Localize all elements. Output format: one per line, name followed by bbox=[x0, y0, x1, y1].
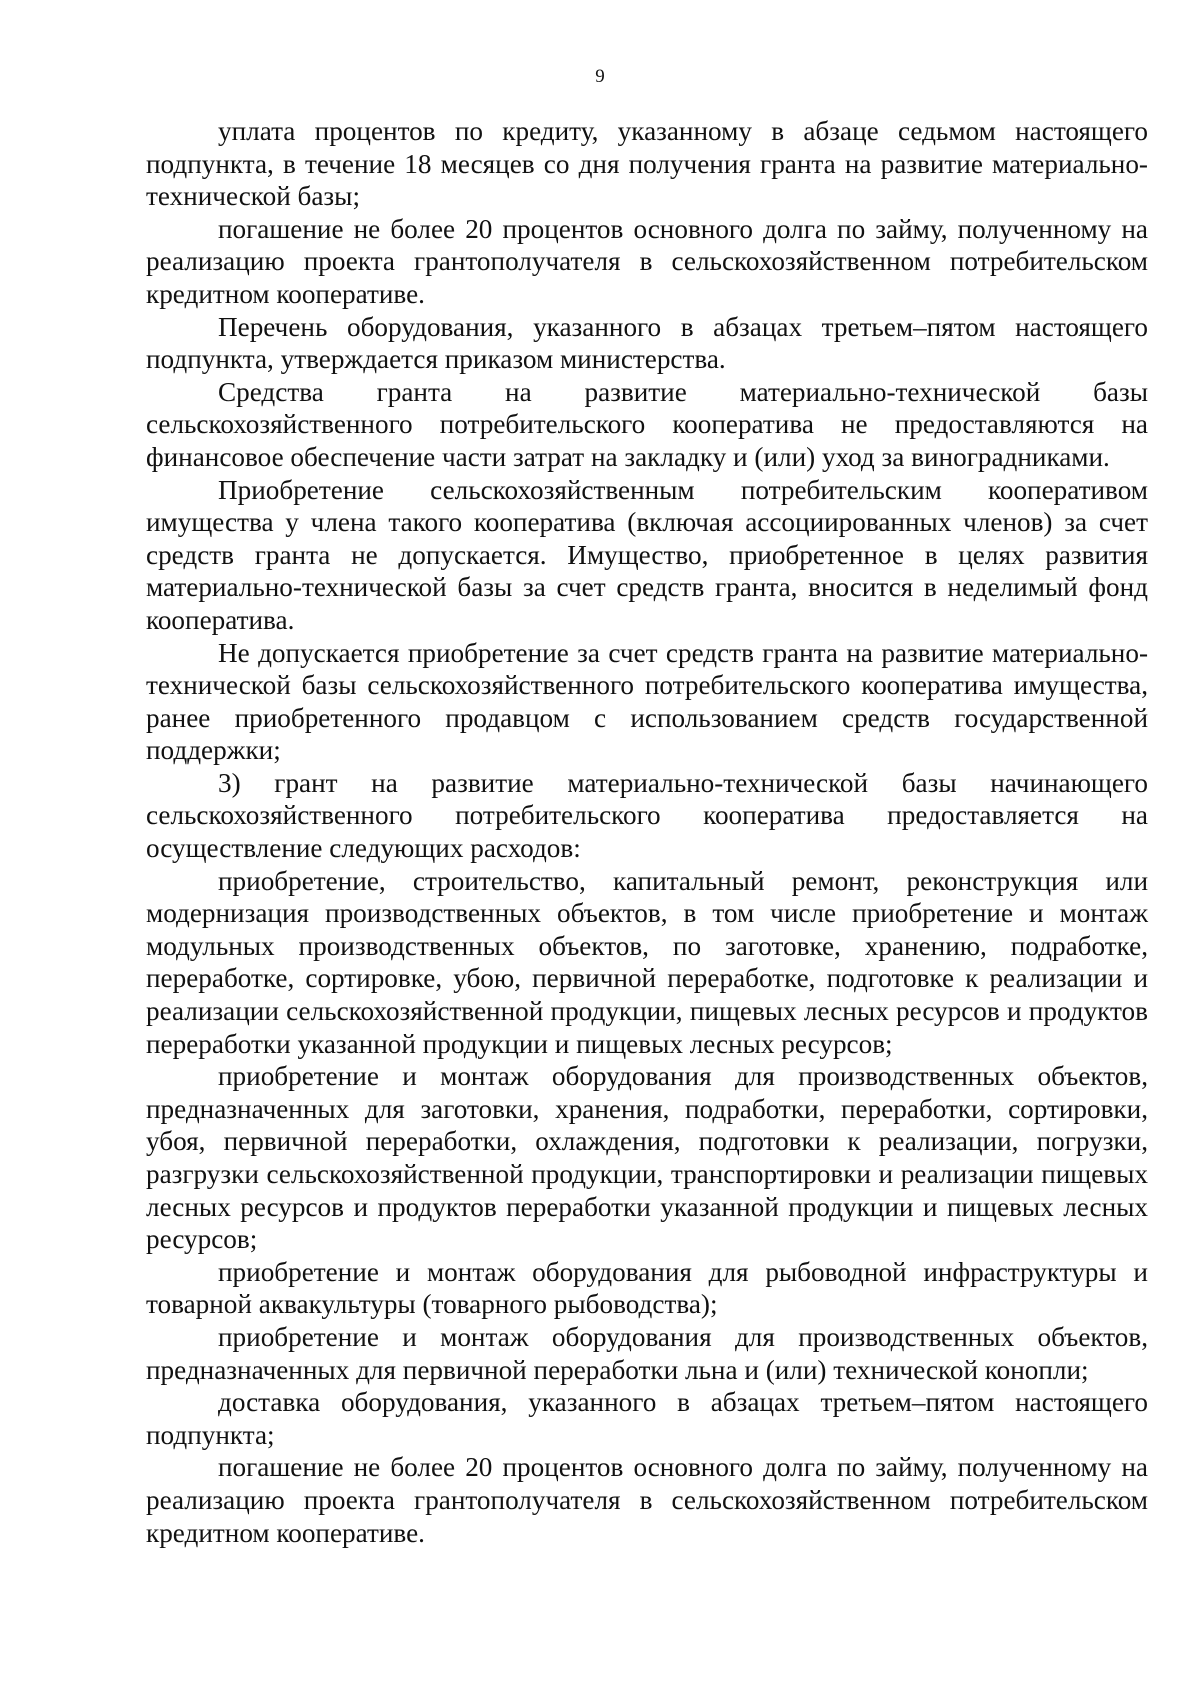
paragraph: уплата процентов по кредиту, указанному в абзаце седьмом настоящего подпункта, в течение 18 месяцев со дня получения гранта на развитие материально-технической базы; bbox=[146, 116, 1148, 212]
paragraph: приобретение, строительство, капитальный ремонт, реконструкция или модернизация производственных объектов, в том числе приобретение и монтаж модульных производственных объектов, по заготовке, хранению, подработке, переработке, сортировке, убою, первичной переработке, подготовке к реализации и реализации сельскохозяйственной продукции, пищевых лесных ресурсов и продуктов переработки указанной продукции и пищевых лесных ресурсов; bbox=[146, 865, 1148, 1059]
paragraph: Приобретение сельскохозяйственным потребительским кооперативом имущества у члена такого кооператива (включая ассоциированных членов) за счет средств гранта не допускается. Имущество, приобретенное в целях развития материально-технической базы за счет средств гранта, вносится в неделимый фонд кооператива. bbox=[146, 474, 1148, 635]
document-body bbox=[146, 115, 1148, 1549]
paragraph: погашение не более 20 процентов основного долга по займу, полученному на реализацию проекта грантополучателя в сельскохозяйственном потребительском кредитном кооперативе. bbox=[146, 213, 1148, 309]
paragraph: приобретение и монтаж оборудования для рыбоводной инфраструктуры и товарной аквакультуры (товарного рыбоводства); bbox=[146, 1256, 1148, 1320]
paragraph: 3) грант на развитие материально-технической базы начинающего сельскохозяйственного потребительского кооператива предоставляется на осуществление следующих расходов: bbox=[146, 767, 1148, 864]
paragraph: приобретение и монтаж оборудования для производственных объектов, предназначенных для заготовки, хранения, подработки, переработки, сортировки, убоя, первичной переработки, охлаждения, подготовки к реализации, погрузки, разгрузки сельскохозяйственной продукции, транспортировки и реализации пищевых лесных ресурсов и продуктов переработки указанной продукции и пищевых лесных ресурсов; bbox=[146, 1061, 1148, 1255]
paragraph: Не допускается приобретение за счет средств гранта на развитие материально-технической базы сельскохозяйственного потребительского кооператива имущества, ранее приобретенного продавцом с использованием средств государственной поддержки; bbox=[146, 637, 1148, 766]
paragraph: доставка оборудования, указанного в абзацах третьем–пятом настоящего подпункта; bbox=[146, 1387, 1148, 1450]
paragraph: Перечень оборудования, указанного в абзацах третьем–пятом настоящего подпункта, утверждается приказом министерства. bbox=[146, 311, 1148, 375]
paragraph: Средства гранта на развитие материально-технической базы сельскохозяйственного потребительского кооператива не предоставляются на финансовое обеспечение части затрат на закладку и (или) уход за виноградниками. bbox=[146, 376, 1148, 472]
paragraph: приобретение и монтаж оборудования для производственных объектов, предназначенных для первичной переработки льна и (или) технической конопли; bbox=[146, 1321, 1148, 1385]
page-number: 9 bbox=[595, 66, 605, 87]
paragraph: погашение не более 20 процентов основного долга по займу, полученному на реализацию проекта грантополучателя в сельскохозяйственном потребительском кредитном кооперативе. bbox=[146, 1452, 1148, 1548]
